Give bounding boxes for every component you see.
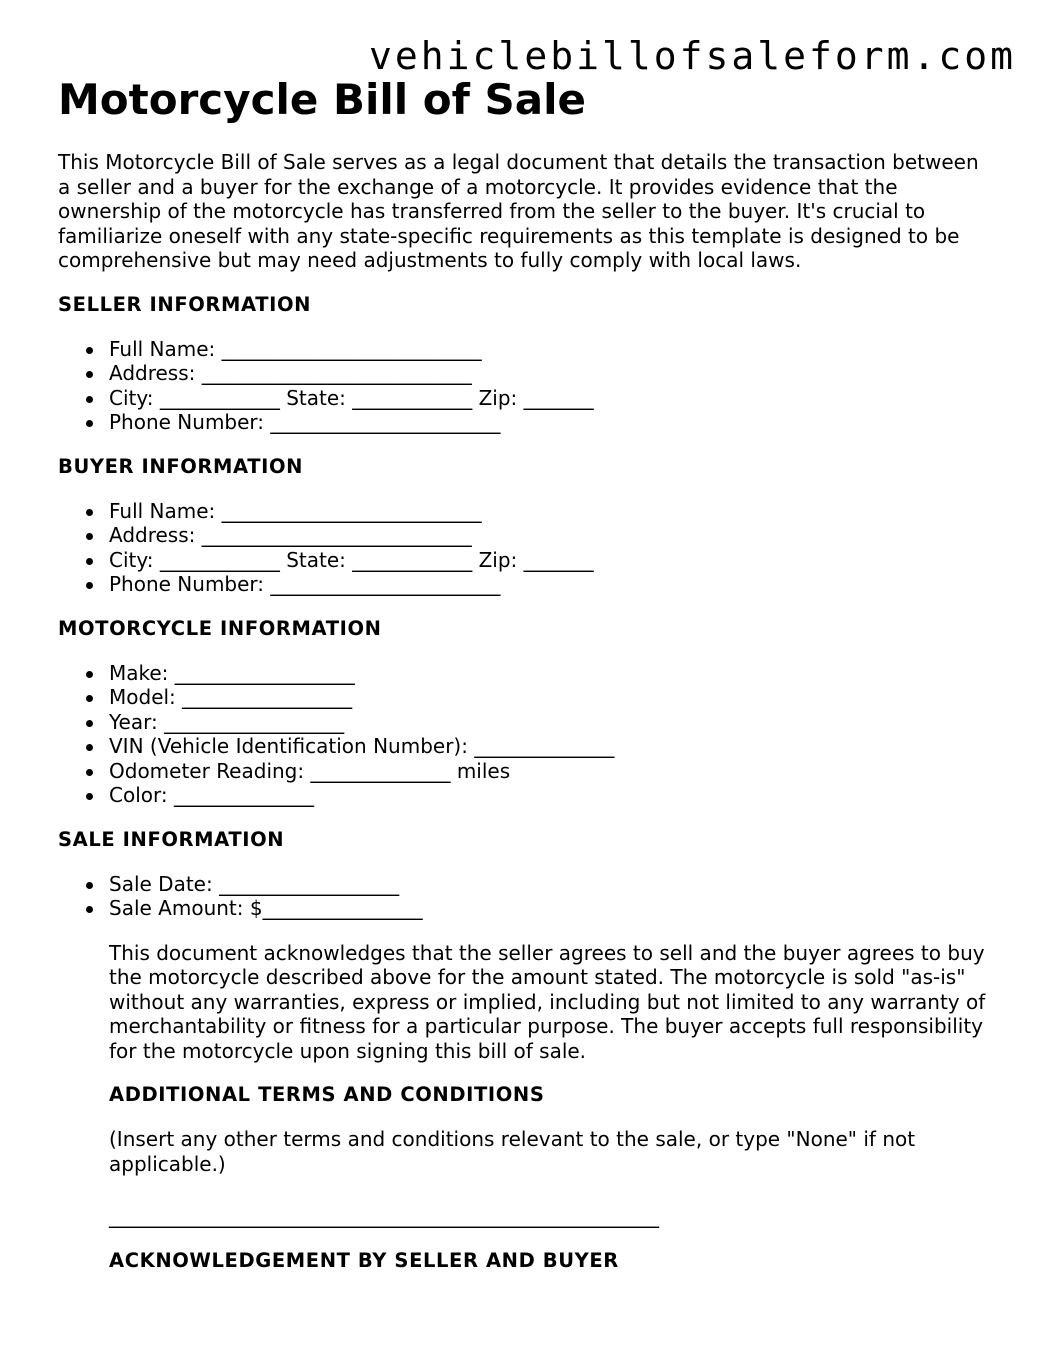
document-page <box>58 72 998 1273</box>
seller-city-state-zip-field[interactable]: City: ____________ State: ____________ Zip: _______ <box>109 386 998 411</box>
motorcycle-model-field[interactable]: Model: _________________ <box>109 685 998 710</box>
motorcycle-section-heading: MOTORCYCLE INFORMATION <box>58 616 382 640</box>
sale-amount-field[interactable]: Sale Amount: $________________ <box>109 896 998 921</box>
buyer-phone-field[interactable]: Phone Number: _______________________ <box>109 572 998 597</box>
seller-info-list <box>58 337 998 435</box>
sale-info-list <box>58 872 998 921</box>
motorcycle-vin-field[interactable]: VIN (Vehicle Identification Number): ______________ <box>109 734 998 759</box>
seller-full-name-field[interactable]: Full Name: __________________________ <box>109 337 998 362</box>
motorcycle-odometer-field[interactable]: Odometer Reading: ______________ miles <box>109 759 998 784</box>
motorcycle-year-field[interactable]: Year: __________________ <box>109 710 998 735</box>
motorcycle-color-field[interactable]: Color: ______________ <box>109 783 998 808</box>
buyer-section-heading: BUYER INFORMATION <box>58 454 304 478</box>
buyer-city-state-zip-field[interactable]: City: ____________ State: ____________ Zip: _______ <box>109 548 998 573</box>
seller-phone-field[interactable]: Phone Number: _______________________ <box>109 410 998 435</box>
sale-acknowledgement-paragraph: This document acknowledges that the seller agrees to sell and the buyer agrees to buy the motorcycle described above for the amount stated. The motorcycle is sold "as-is" without any warranties, express or implied, including but not limited to any warranty of merchantability or fitness for a particular purpose. The buyer accepts full responsibility for the motorcycle upon signing this bill of sale. <box>109 940 986 1063</box>
document-title: Motorcycle Bill of Sale <box>58 75 587 124</box>
additional-terms-heading: ADDITIONAL TERMS AND CONDITIONS <box>109 1083 545 1106</box>
buyer-info-list <box>58 499 998 597</box>
seller-section-heading: SELLER INFORMATION <box>58 292 312 316</box>
intro-paragraph: This Motorcycle Bill of Sale serves as a legal document that details the transaction between a seller and a buyer for the exchange of a motorcycle. It provides evidence that the ownership of the motorcycle has transferred from the seller to the buyer. It's crucial to familiarize oneself with any state-specific requirements as this template is designed to be comprehensive but may need adjustments to fully comply with local laws. <box>58 150 979 272</box>
additional-terms-instruction: (Insert any other terms and conditions relevant to the sale, or type "None" if not applicable.) <box>109 1127 916 1176</box>
seller-address-field[interactable]: Address: ___________________________ <box>109 361 998 386</box>
motorcycle-info-list <box>58 661 998 808</box>
additional-terms-blank-line[interactable]: _______________________________________________________ <box>109 1204 659 1228</box>
buyer-full-name-field[interactable]: Full Name: __________________________ <box>109 499 998 524</box>
sale-section-heading: SALE INFORMATION <box>58 827 285 851</box>
motorcycle-make-field[interactable]: Make: __________________ <box>109 661 998 686</box>
website-watermark: vehiclebillofsaleform.com <box>369 34 1016 78</box>
acknowledgement-heading: ACKNOWLEDGEMENT BY SELLER AND BUYER <box>109 1248 619 1272</box>
buyer-address-field[interactable]: Address: ___________________________ <box>109 523 998 548</box>
sale-date-field[interactable]: Sale Date: __________________ <box>109 872 998 897</box>
